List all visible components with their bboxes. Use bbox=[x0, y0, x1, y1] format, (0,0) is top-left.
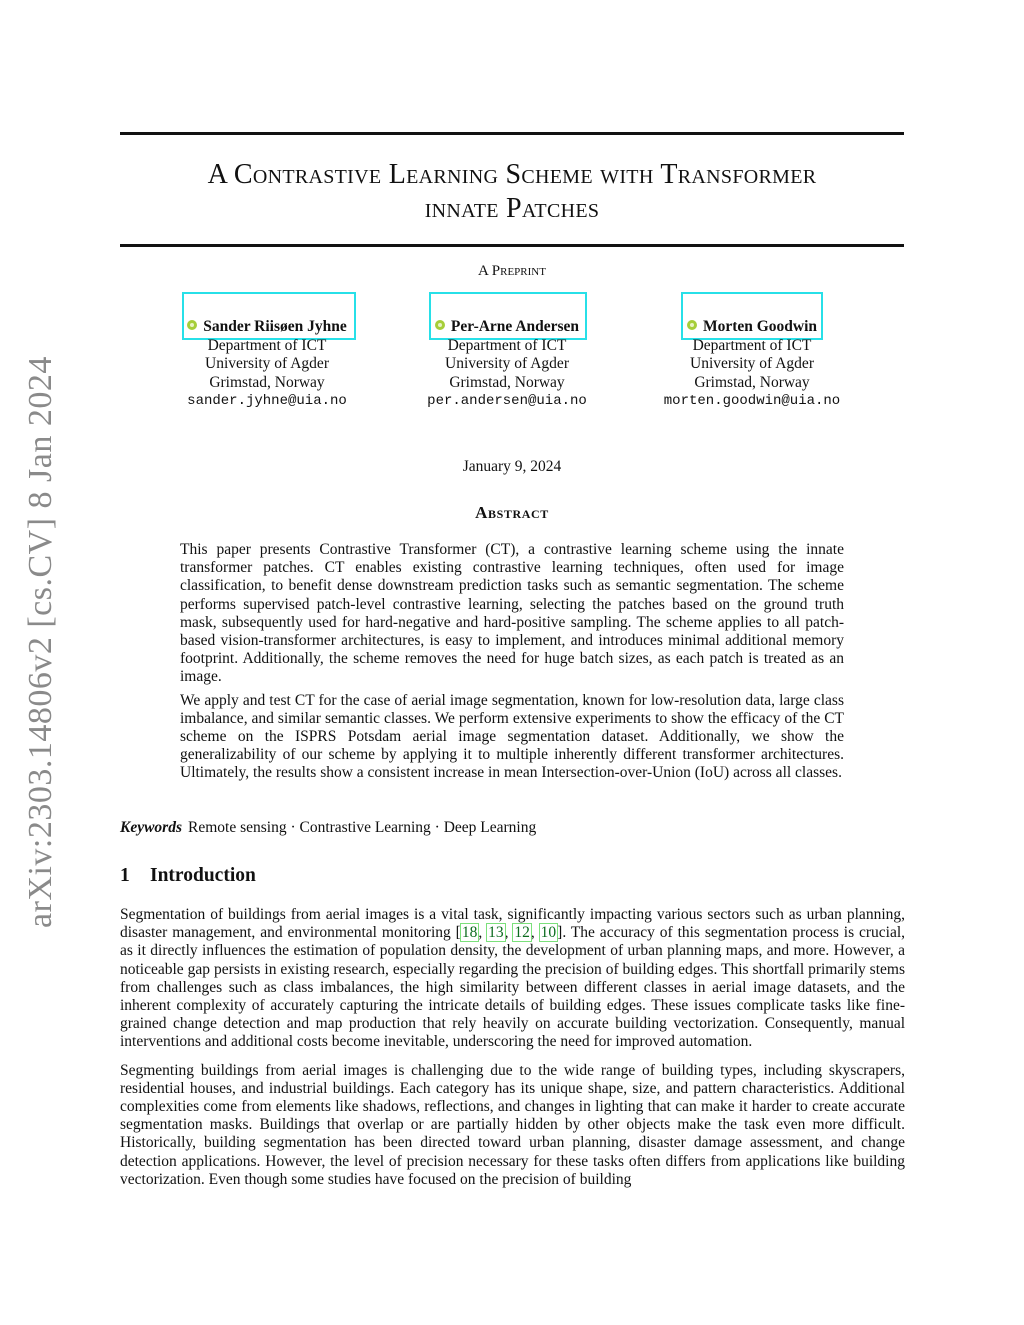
abstract-paragraph: This paper presents Contrastive Transformer (CT), a contrastive learning scheme using the innate transformer patches. CT enables existing contrastive learning techniques, often used for image classification, to benefit dense downstream prediction tasks such as semantic segmentation. The scheme performs supervised patch-level contrastive learning, selecting the patches based on the ground truth mask, subsequently used for hard-negative and hard-positive sampling. The scheme applies to all patch-based vision-transformer architectures, is easy to implement, and introduces minimal additional memory footprint. Additionally, the scheme removes the need for huge batch sizes, as each patch is treated as an image. bbox=[180, 541, 844, 686]
title-line-2: innate Patches bbox=[424, 193, 600, 224]
citation-link[interactable]: 10 bbox=[540, 924, 557, 942]
preprint-label: A Preprint bbox=[478, 263, 546, 279]
orcid-icon[interactable] bbox=[435, 320, 445, 330]
keywords-label: Keywords bbox=[120, 819, 182, 836]
author-location: Grimstad, Norway bbox=[694, 373, 810, 391]
author-location: Grimstad, Norway bbox=[449, 373, 565, 391]
author-department: Department of ICT bbox=[207, 336, 327, 354]
keywords-line bbox=[120, 819, 904, 837]
arxiv-stamp: arXiv:2303.14806v2 [cs.CV] 8 Jan 2024 bbox=[22, 356, 59, 928]
author-block-3 bbox=[622, 318, 882, 411]
author-name-3[interactable]: Morten Goodwin bbox=[687, 318, 817, 337]
citation-link[interactable]: 13 bbox=[488, 924, 504, 942]
paper-title bbox=[120, 158, 904, 226]
section-number: 1 bbox=[120, 865, 130, 886]
author-department: Department of ICT bbox=[692, 336, 812, 354]
author-email: sander.jyhne@uia.no bbox=[187, 393, 347, 409]
title-line-1: A Contrastive Learning Scheme with Transformer bbox=[207, 159, 817, 190]
abstract-heading: Abstract bbox=[475, 503, 549, 522]
author-email: per.andersen@uia.no bbox=[427, 393, 587, 409]
body-paragraph: Segmentation of buildings from aerial images is a vital task, significantly impacting various sectors such as urban planning, disaster management, and environmental monitoring [18, 13, 12, 10]. The accuracy of this segmentation process is crucial, as it directly influences the estimation of population density, the development of urban planning maps, and more. However, a noticeable gap persists in existing research, especially regarding the precision of building edges. This shortfall primarily stems from challenges such as class imbalances, the high similarity between different classes in aerial image datasets, and the inherent complexity of accurately capturing the intricate details of building edges. These issues complicate tasks like fine-grained change detection and map production that rely heavily on accurate building vectorization. Consequently, manual interventions and additional costs become inevitable, underscoring the need for improved automation. bbox=[120, 906, 906, 1051]
section-body bbox=[120, 906, 905, 1199]
section-heading bbox=[120, 865, 256, 887]
author-university: University of Agder bbox=[445, 355, 569, 372]
body-paragraph: Segmenting buildings from aerial images is challenging due to the wide range of building types, including skyscrapers, residential houses, and industrial buildings. Each category has its unique shape, size, and pattern characteristics. Additional complexities come from elements like shadows, reflections, and changes in lighting that can make it harder to create accurate segmentation masks. Buildings that overlap or are partially hidden by other objects make the task even more difficult. Historically, building segmentation has been directed toward urban planning, disaster damage assessment, and change detection applications. However, the level of precision necessary for these tasks often differs from applications like building vectorization. Even though some studies have focused on the precision of building bbox=[120, 1061, 905, 1188]
author-university: University of Agder bbox=[690, 355, 814, 372]
author-name-1[interactable]: Sander Riisøen Jyhne bbox=[187, 318, 347, 337]
citation-link[interactable]: 18 bbox=[461, 924, 478, 942]
title-rule-top bbox=[120, 132, 904, 135]
paper-date: January 9, 2024 bbox=[462, 458, 562, 475]
citation-link[interactable]: 12 bbox=[514, 924, 530, 942]
author-block-1 bbox=[137, 318, 397, 411]
orcid-icon[interactable] bbox=[687, 320, 697, 330]
keywords-text: Remote sensing · Contrastive Learning · Deep Learning bbox=[188, 819, 537, 836]
orcid-icon[interactable] bbox=[187, 320, 197, 330]
author-block-2 bbox=[377, 318, 637, 411]
author-department: Department of ICT bbox=[447, 336, 567, 354]
abstract-paragraph: We apply and test CT for the case of aerial image segmentation, known for low-resolution data, large class imbalance, and similar semantic classes. We perform extensive experiments to show the efficacy of the CT scheme on the ISPRS Potsdam aerial image segmentation dataset. Additionally, we show the generalizability of our scheme by applying it to multiple inherently different transformer architectures. Ultimately, the results show a consistent increase in mean Intersection-over-Union (IoU) across all classes. bbox=[180, 691, 844, 782]
section-title: Introduction bbox=[150, 865, 256, 886]
abstract-body bbox=[180, 541, 844, 788]
author-university: University of Agder bbox=[205, 355, 329, 372]
author-email: morten.goodwin@uia.no bbox=[663, 393, 841, 409]
author-name-2[interactable]: Per-Arne Andersen bbox=[435, 318, 579, 337]
author-location: Grimstad, Norway bbox=[209, 373, 325, 391]
title-rule-bottom bbox=[120, 244, 904, 247]
